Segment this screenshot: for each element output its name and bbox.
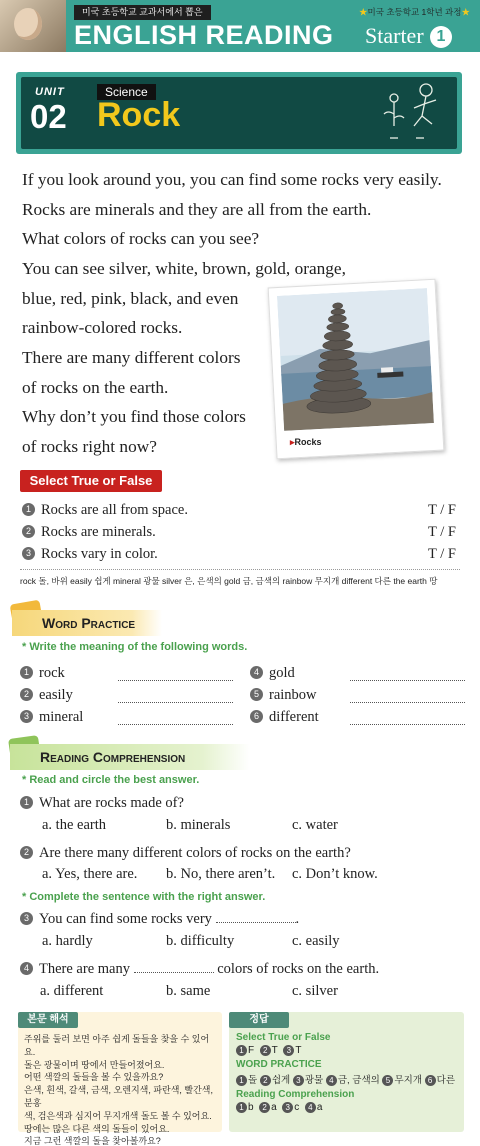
translation-line: 어떤 색깔의 돌들을 볼 수 있을까요? [24, 1072, 164, 1083]
word-text: mineral [39, 709, 84, 725]
unit-subject: Science [97, 84, 156, 100]
question-text: Are there many different colors of rocks on the earth? [39, 845, 351, 861]
word-item [20, 709, 83, 726]
rocks-photo [268, 279, 445, 460]
answer-value: T [295, 1045, 302, 1056]
star-icon: ★ [461, 7, 470, 17]
photo-caption-text: Rocks [294, 437, 322, 447]
number-badge: 1 [22, 503, 35, 516]
divider [20, 569, 460, 570]
answer-row [236, 1045, 460, 1056]
answer-option[interactable]: c. water [292, 817, 338, 833]
answer-value: a [316, 1102, 323, 1113]
number-badge: 4 [326, 1075, 337, 1086]
word-text: easily [39, 687, 73, 703]
unit-topic: Rock [97, 96, 181, 134]
header-grade-text: 미국 초등학교 1학년 과정 [367, 7, 462, 17]
answer-value: T [271, 1045, 278, 1056]
word-item [250, 709, 319, 726]
tf-item [22, 524, 156, 541]
header-photo [0, 0, 66, 52]
number-badge: 6 [250, 710, 263, 723]
word-item [20, 665, 65, 682]
instruction-text: Read and circle the best answer. [29, 774, 200, 786]
unit-number: 02 [30, 98, 67, 135]
answer-section-title: Reading Comprehension [236, 1089, 355, 1100]
number-badge: 2 [260, 1075, 271, 1086]
answer-value: 돌 [248, 1075, 258, 1086]
tf-choice[interactable]: T / F [428, 502, 456, 518]
header-grade [359, 6, 470, 18]
number-badge: 2 [20, 688, 33, 701]
number-badge: 1 [236, 1102, 247, 1113]
answer-option[interactable]: a. hardly [42, 933, 93, 949]
story-line: What colors of rocks can you see? [22, 229, 260, 248]
question-text: You can find some rocks very [39, 911, 212, 927]
story-line: of rocks on the earth. [22, 378, 169, 397]
fill-in-blank[interactable] [216, 911, 296, 923]
word-text: rock [39, 665, 65, 681]
tf-choice[interactable]: T / F [428, 546, 456, 562]
reading-comprehension-title: Reading Comprehension [10, 744, 250, 770]
photo-caption [290, 437, 322, 448]
number-badge: 3 [282, 1102, 293, 1113]
answer-value: b [248, 1102, 254, 1113]
number-badge: 4 [20, 962, 33, 975]
tf-choice[interactable]: T / F [428, 524, 456, 540]
answer-option[interactable]: b. same [166, 983, 211, 999]
answer-value: 금, 금색의 [337, 1075, 380, 1086]
tf-item-text: Rocks vary in color. [41, 546, 158, 562]
translation-line: 땅에는 많은 다른 색의 돌들이 있어요. [24, 1123, 170, 1134]
translation-text [24, 1033, 219, 1146]
rc-instruction: * Complete the sentence with the right answer. [22, 891, 266, 903]
rc-question [20, 795, 184, 812]
instruction-text: Write the meaning of the following words. [29, 641, 248, 653]
translation-label: 본문 해석 [18, 1012, 78, 1028]
word-item [250, 665, 295, 682]
tf-item [22, 502, 188, 519]
number-badge: 5 [382, 1075, 393, 1086]
answer-key-label: 정답 [229, 1012, 289, 1028]
answer-row [236, 1072, 460, 1086]
translation-line: 색, 검은색과 심지어 무지개색 돌도 볼 수 있어요. [24, 1110, 212, 1121]
question-text: What are rocks made of? [39, 795, 184, 811]
rc-instruction: * Read and circle the best answer. [22, 774, 200, 786]
header-title: ENGLISH READING [74, 20, 334, 50]
answer-blank[interactable] [350, 724, 465, 725]
answer-option[interactable]: b. minerals [166, 817, 231, 833]
question-text-end: colors of rocks on the earth. [217, 961, 380, 977]
translation-line: 주위를 둘러 보면 아주 쉽게 돌들을 찾을 수 있어요. [24, 1034, 210, 1057]
translation-line: 돌은 광물이며 땅에서 만들어졌어요. [24, 1059, 165, 1070]
answer-option[interactable]: c. easily [292, 933, 340, 949]
number-badge: 3 [283, 1045, 294, 1056]
number-badge: 1 [236, 1075, 247, 1086]
answer-row [236, 1102, 460, 1113]
number-badge: 1 [20, 666, 33, 679]
translation-line: 은색, 흰색, 갈색, 금색, 오렌지색, 파란색, 빨간색, 분홍 [24, 1085, 213, 1108]
answer-option[interactable]: c. silver [292, 983, 338, 999]
tf-item-text: Rocks are minerals. [41, 524, 156, 540]
answer-option[interactable]: b. difficulty [166, 933, 235, 949]
answer-value: a [271, 1102, 277, 1113]
answer-section-title: Select True or False [236, 1032, 331, 1043]
number-badge: 2 [22, 525, 35, 538]
word-item [20, 687, 73, 704]
instruction-text: Complete the sentence with the right answer. [29, 891, 266, 903]
answer-option[interactable]: b. No, there aren’t. [166, 866, 276, 882]
star-icon: ★ [359, 7, 368, 17]
number-badge: 4 [250, 666, 263, 679]
word-text: gold [269, 665, 295, 681]
chalk-drawing-icon [380, 80, 450, 144]
number-badge: 4 [305, 1102, 316, 1113]
story-line: If you look around you, you can find some rocks very easily. [22, 170, 442, 189]
answer-blank[interactable] [350, 680, 465, 681]
story-line: Rocks are minerals and they are all from the earth. [22, 200, 372, 219]
number-badge: 2 [260, 1045, 271, 1056]
answer-blank[interactable] [118, 724, 233, 725]
fill-in-blank[interactable] [134, 961, 214, 973]
answer-value: 광물 [304, 1075, 324, 1086]
rc-question [20, 961, 379, 978]
answer-value: F [248, 1045, 255, 1056]
story-line: Why don’t you find those colors [22, 407, 246, 426]
question-text-end: . [295, 911, 300, 927]
word-practice-instruction: * Write the meaning of the following words. [22, 641, 248, 653]
tf-item [22, 546, 158, 563]
rock-cairn-image [277, 288, 434, 431]
true-false-title: Select True or False [20, 470, 162, 492]
story-line: rainbow-colored rocks. [22, 318, 183, 337]
rc-question [20, 845, 351, 862]
number-badge: 3 [20, 912, 33, 925]
answer-option[interactable]: a. the earth [42, 817, 107, 833]
answer-value: 쉽게 [271, 1075, 291, 1086]
translation-line: 지금 그런 색깔의 돌을 찾아볼까요? [24, 1136, 161, 1146]
number-badge: 2 [259, 1102, 270, 1113]
vocabulary-list: rock 돌, 바위 easily 쉽게 mineral 광물 silver 은, 은색의 gold 금, 금색의 rainbow 무지개 different 다른 the earth 땅 [20, 576, 438, 586]
story-line: of rocks right now? [22, 437, 157, 456]
number-badge: 1 [236, 1045, 247, 1056]
story-line: You can see silver, white, brown, gold, orange, [22, 259, 346, 278]
answer-value: c [294, 1102, 300, 1113]
number-badge: 6 [425, 1075, 436, 1086]
answer-blank[interactable] [350, 702, 465, 703]
word-text: different [269, 709, 319, 725]
number-badge: 2 [20, 846, 33, 859]
triangle-icon: ▸ [290, 437, 295, 447]
answer-option[interactable]: a. different [40, 983, 104, 999]
number-badge: 3 [293, 1075, 304, 1086]
header-level: Starter [365, 23, 424, 48]
answer-blank[interactable] [118, 702, 233, 703]
word-practice-title: Word Practice [12, 610, 162, 636]
word-text: rainbow [269, 687, 317, 703]
number-badge: 5 [250, 688, 263, 701]
story-line: blue, red, pink, black, and even [22, 289, 239, 308]
answer-option[interactable]: a. Yes, there are. [42, 866, 138, 882]
answer-option[interactable]: c. Don’t know. [292, 866, 378, 882]
number-badge: 3 [22, 547, 35, 560]
answer-section-title: WORD PRACTICE [236, 1059, 322, 1070]
rc-question [20, 911, 299, 928]
story-line: There are many different colors [22, 348, 241, 367]
header-tag: 미국 초등학교 교과서에서 뽑은 [74, 5, 211, 20]
answer-blank[interactable] [118, 680, 233, 681]
word-item [250, 687, 317, 704]
number-badge: 1 [20, 796, 33, 809]
question-text: There are many [39, 961, 130, 977]
answer-key-content [236, 1032, 460, 1113]
tf-item-text: Rocks are all from space. [41, 502, 188, 518]
header-level-number: 1 [430, 26, 452, 48]
unit-label: UNIT [35, 86, 65, 98]
answer-value: 무지개 [394, 1075, 422, 1086]
number-badge: 3 [20, 710, 33, 723]
answer-value: 다른 [436, 1075, 455, 1086]
